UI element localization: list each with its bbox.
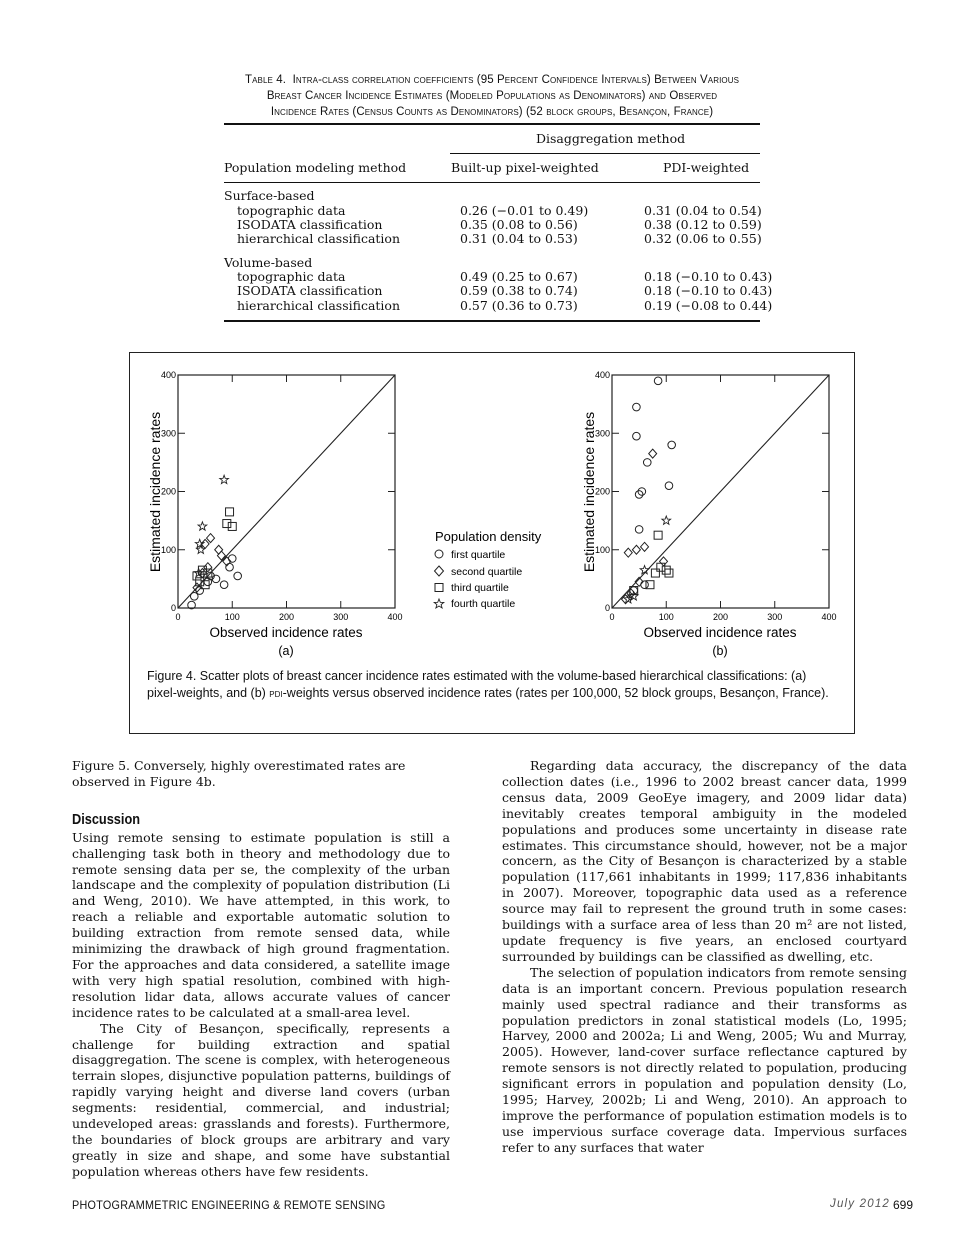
scatter-point-circle (633, 432, 641, 440)
figure-caption-abbrev: pdi (269, 688, 283, 700)
x-tick-label-b: 200 (712, 612, 729, 622)
table-label: Table 4. (244, 74, 287, 86)
table-cell-pdi: 0.18 (−0.10 to 0.43) (644, 269, 773, 284)
table-cell-builtup: 0.26 (−0.01 to 0.49) (460, 203, 589, 218)
scatter-point-circle (220, 581, 228, 589)
scatter-point-circle (228, 555, 236, 563)
table-cell-pdi: 0.31 (0.04 to 0.54) (644, 203, 762, 218)
scatter-point-square (223, 520, 231, 528)
x-tick-label-a: 100 (224, 612, 240, 622)
legend (434, 529, 542, 610)
reference-line-b (612, 375, 829, 608)
reference-line-a (178, 375, 395, 608)
scatter-point-square (662, 566, 670, 574)
y-tick-label-a: 0 (170, 603, 176, 613)
scatter-point-diamond (204, 563, 212, 572)
scatter-point-square (228, 522, 236, 530)
legend-item: second quartile (451, 566, 523, 578)
table-cell-pdi: 0.32 (0.06 to 0.55) (644, 231, 762, 246)
paragraph: The City of Besançon, specifically, represents a challenge for building extraction and spatial disaggregation. The scene is complex, with heterogeneous terrain slopes, disjunctive population patterns, buildings of rapidly varying height and diverse land covers (urban segments: residential, commercial, and industrial; undeveloped areas: grasslands and forests). Furthermore, the boundaries of block groups are arbitrary and vary greatly in size and shape, and some have substantial population whereas others have few residents. (72, 1020, 450, 1179)
y-tick-label-a: 200 (160, 486, 176, 497)
table-group-label: Volume-based (224, 255, 313, 270)
scatter-point-circle (635, 526, 643, 534)
table-cell-pdi: 0.38 (0.12 to 0.59) (644, 217, 762, 232)
scatter-point-star (662, 516, 671, 524)
y-tick-label-b: 100 (594, 544, 610, 555)
scatter-point-circle (665, 482, 673, 490)
x-tick-label-a: 300 (333, 612, 349, 622)
table-header-builtup: Built-up pixel-weighted (451, 160, 599, 175)
table-row-method: hierarchical classification (237, 231, 400, 246)
legend-circle-icon (435, 550, 443, 558)
y-axis-label-a: Estimated incidence rates (147, 411, 163, 573)
y-tick-label-b: 200 (594, 486, 610, 497)
page-number: 699 (893, 1198, 914, 1212)
panel-label-a: (a) (278, 644, 294, 658)
table-group-label: Surface-based (224, 188, 315, 203)
panel-label-b: (b) (712, 644, 728, 658)
scatter-point-diamond (207, 534, 215, 543)
scatter-point-diamond (215, 545, 223, 554)
x-tick-label-a: 0 (175, 612, 181, 622)
legend-item: fourth quartile (451, 598, 516, 610)
x-tick-label-b: 0 (609, 612, 615, 622)
legend-star-icon (434, 599, 444, 608)
scatter-point-circle (654, 377, 662, 385)
table-row-method: topographic data (237, 269, 346, 284)
scatter-point-square (226, 508, 234, 516)
scatter-point-star (220, 475, 229, 483)
scatter-point-circle (234, 572, 242, 580)
scatter-point-square (654, 531, 662, 539)
legend-item: third quartile (451, 582, 509, 594)
table-cell-builtup: 0.35 (0.08 to 0.56) (460, 217, 578, 232)
scatter-point-circle (226, 563, 234, 571)
paragraph: The selection of population indicators from remote sensing data is an important concern. Previous population research mainly used spectral radiance and their transforms as population predictors in zonal statistical models (Lo, 1995; Harvey, 2000 and 2002a; Li and Weng, 2005; Wu and Murray, 2005). However, land-cover surface reflectance captured by remote sensors is not directly related to population, producing significant errors in population and population density (Lo, 1995; Harvey, 2002b; Li and Weng, 2010). An approach to improve the performance of population estimation models is to use impervious surface coverage data. Impervious surfaces refer to any surfaces that water (502, 964, 907, 1155)
paragraph: Figure 5. Conversely, highly overestimated rates are observed in Figure 4b. (72, 758, 406, 789)
x-tick-label-b: 300 (767, 612, 783, 622)
paragraph: Regarding data accuracy, the discrepancy of the data collection dates (i.e., 1996 to 2002 breast cancer data, 1999 census data, 2009 GeoEye imagery, and 2009 lidar data) inevitably creates temporal ambiguity in the modeled populations and produces some uncertainty in disease rate estimates. This circumstance should, however, not be a major concern, as the City of Besançon is characterized by a stable population (117,661 inhabitants in 1999; 117,836 inhabitants in 2007). Moreover, topographic data used as a reference source may fail to represent the ground truth in some cases: buildings with a surface area of less than 20 m² are not listed, update frequency is five years, an enclosed courtyard surrounded by buildings can be classified as dwelling, etc. (502, 758, 907, 964)
section-heading-discussion: Discussion (72, 810, 141, 828)
legend-title: Population density (435, 529, 542, 544)
table-row-method: ISODATA classification (237, 283, 383, 298)
scatter-point-diamond (649, 449, 657, 458)
x-tick-label-a: 200 (278, 612, 295, 622)
x-axis-label-a: Observed incidence rates (209, 625, 363, 640)
y-tick-label-b: 0 (604, 603, 610, 613)
y-tick-label-a: 100 (160, 544, 176, 555)
x-axis-label-b: Observed incidence rates (643, 625, 797, 640)
table-title-line-2: Breast Cancer Incidence Estimates (Modeled Populations as Denominators) and Observed (266, 90, 718, 102)
table-row-method: hierarchical classification (237, 298, 400, 313)
table-cell-pdi: 0.18 (−0.10 to 0.43) (644, 283, 773, 298)
scatter-point-square (665, 569, 673, 577)
scatter-point-circle (641, 581, 649, 589)
scatter-point-diamond (660, 557, 668, 566)
y-tick-label-b: 300 (594, 428, 610, 439)
scatter-point-circle (633, 403, 641, 411)
table-header-method: Population modeling method (224, 160, 407, 175)
scatter-point-circle (668, 441, 676, 449)
table-spanner-header: Disaggregation method (536, 131, 686, 146)
scatter-point-square (651, 569, 659, 577)
legend-diamond-icon (435, 566, 444, 576)
table-cell-builtup: 0.59 (0.38 to 0.74) (460, 283, 578, 298)
figure-caption (147, 668, 837, 703)
scatter-point-star (198, 522, 207, 530)
scatter-panel-a (147, 370, 403, 658)
scatter-point-diamond (632, 545, 640, 554)
x-tick-label-b: 100 (658, 612, 674, 622)
x-tick-label-a: 400 (387, 612, 403, 622)
footer-date: July 2012 (830, 1198, 891, 1210)
left-column (72, 758, 450, 1180)
table-row-method: ISODATA classification (237, 217, 383, 232)
figure-caption-text-end: -weights versus observed incidence rates (rates per 100,000, 52 block groups, Besançon, France). (282, 686, 829, 700)
table-cell-builtup: 0.49 (0.25 to 0.67) (460, 269, 578, 284)
footer-journal-name: PHOTOGRAMMETRIC ENGINEERING & REMOTE SENSING (72, 1198, 386, 1212)
y-tick-label-a: 300 (160, 428, 176, 439)
scatter-point-diamond (641, 542, 649, 551)
table-title-line-3: Incidence Rates (Census Counts as Denominators) (52 block groups, Besançon, France) (270, 106, 714, 118)
table-cell-builtup: 0.57 (0.36 to 0.73) (460, 298, 578, 313)
y-tick-label-a: 400 (160, 370, 176, 380)
table-header-pdi: PDI-weighted (663, 160, 750, 175)
scatter-point-square (657, 563, 665, 571)
scatter-point-diamond (624, 548, 632, 557)
scatter-point-circle (190, 593, 198, 601)
table-title-line-1: Intra-class correlation coefficients (95 Percent Confidence Intervals) Between Various (292, 74, 740, 86)
x-tick-label-b: 400 (821, 612, 837, 622)
y-tick-label-b: 400 (594, 370, 610, 380)
legend-item: first quartile (451, 549, 506, 561)
table-row-method: topographic data (237, 203, 346, 218)
scatter-point-circle (643, 459, 651, 467)
scatter-panel-b (581, 370, 837, 658)
right-column (502, 758, 907, 1156)
table-cell-pdi: 0.19 (−0.08 to 0.44) (644, 298, 773, 313)
figure-caption-text: Figure 4. Scatter plots of breast cancer incidence rates estimated with the volume-based hierarchical classifications: (a) pixel-weights, and (b) (147, 669, 807, 700)
paragraph: Using remote sensing to estimate population is still a challenging task both in theory and methodology due to remote sensing data per se, the complexity of the urban landscape and the complexity of population distribution (Li and Weng, 2010). We have attempted, in this work, to reach a reliable and exportable automatic solution to building extraction from remote sensed data, while minimizing the drawback of high ground fragmentation. For the approaches and data considered, a satellite image with very high spatial resolution, combined with high-resolution lidar data, allows accurate values of cancer incidence rates to be calculated at a small-area level. (72, 829, 450, 1020)
legend-square-icon (435, 584, 443, 592)
y-axis-label-b: Estimated incidence rates (581, 411, 597, 573)
table-cell-builtup: 0.31 (0.04 to 0.53) (460, 231, 578, 246)
